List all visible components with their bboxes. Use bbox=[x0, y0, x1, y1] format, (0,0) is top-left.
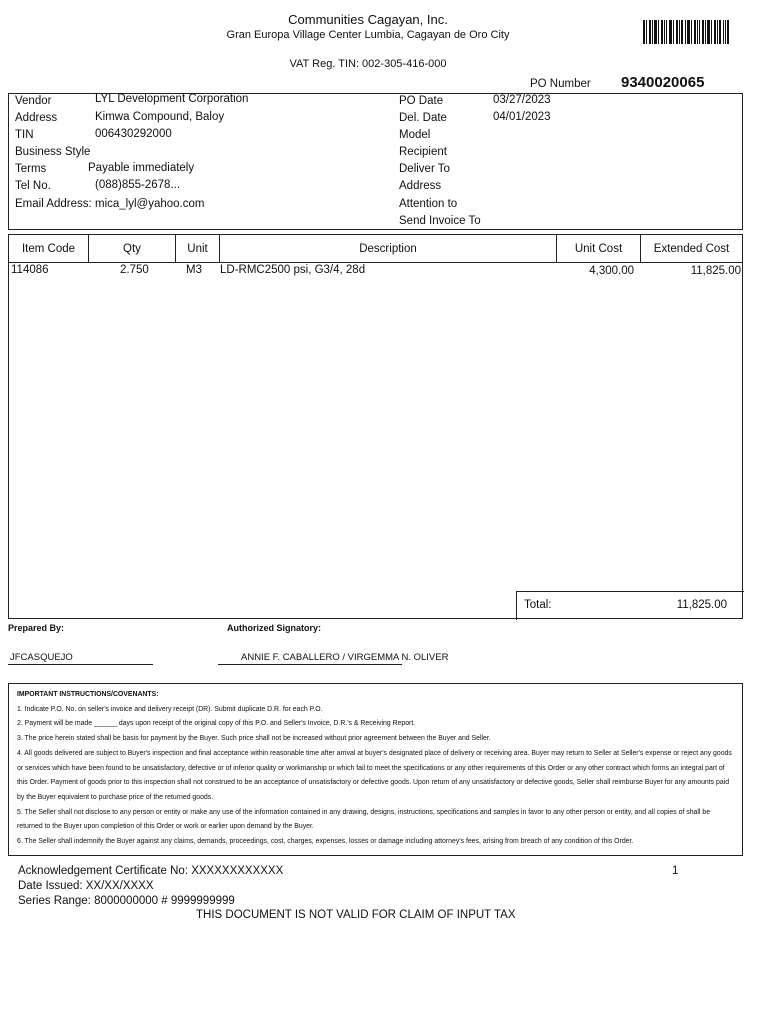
prepared-by-name: JFCASQUEJO bbox=[10, 652, 73, 663]
cell-extended-cost: 11,825.00 bbox=[690, 265, 741, 277]
prepared-by-line bbox=[8, 664, 153, 665]
authorized-signatory-label: Authorized Signatory: bbox=[227, 623, 321, 633]
instruction-item: 5. The Seller shall not disclose to any person or entity or make any use of the information contained in any drawing, designs, instructions, specifications and samples in favor to any other person or entity, and all copies of shall be returned to the Buyer upon completion of this Order or work or earlier upon demand by the Buyer. bbox=[17, 808, 711, 831]
instructions-title: IMPORTANT INSTRUCTIONS/COVENANTS: bbox=[17, 691, 159, 698]
del-date-value: 04/01/2023 bbox=[493, 111, 551, 123]
terms-label: Terms bbox=[15, 163, 47, 175]
instruction-item: 4. All goods delivered are subject to Buyer's inspection and final acceptance within reasonable time after arrival at buyer's designated place of delivery or receiving area. Buyer may return to Seller at Seller's expense or reject any goods or services which have been found to be unsatisfactory, defective or of inferior quality or workmanship or which fail to meet the specifications or any other requirements of this Order or any other contract which forms an integral part of this Order. Payment of goods prior to this inspection shall not construed to be an acceptance of unsatisfactory or defective goods. Upon return of any unsatisfactory or defective goods, Seller shall reimburse Buyer for any amounts paid by the Buyer equivalent to purchase price of the returned goods. bbox=[17, 749, 732, 801]
tin-value: 006430292000 bbox=[95, 128, 172, 140]
po-date-value: 03/27/2023 bbox=[493, 94, 551, 106]
col-header-unit-cost: Unit Cost bbox=[557, 235, 641, 263]
instruction-item: 1. Indicate P.O. No. on seller's invoice and delivery receipt (DR). Submit duplicate D.R. for each P.O. bbox=[17, 705, 323, 713]
series-range: Series Range: 8000000000 # 9999999999 bbox=[18, 895, 235, 907]
col-header-extended-cost: Extended Cost bbox=[641, 235, 742, 263]
cell-item-code: 114086 bbox=[11, 264, 49, 276]
instruction-item: 3. The price herein stated shall be basis for payment by the Buyer. Such price shall not be increased without prior agreement between the Buyer and Seller. bbox=[17, 735, 491, 743]
barcode-icon bbox=[643, 20, 729, 44]
deliver-to-label: Deliver To bbox=[399, 163, 450, 175]
company-name: Communities Cagayan, Inc. bbox=[288, 12, 448, 27]
instruction-item: 6. The Seller shall indemnify the Buyer against any claims, demands, proceedings, cost, charges, expenses, losses or damage including attorney's fees, arising from breach of any condition of this Order. bbox=[17, 838, 634, 846]
authorized-signatory-name: ANNIE F. CABALLERO / VIRGEMMA N. OLIVER bbox=[241, 652, 449, 663]
vendor-address-label: Address bbox=[15, 112, 58, 124]
date-issued: Date Issued: XX/XX/XXXX bbox=[18, 880, 154, 892]
vendor-info-box bbox=[8, 93, 743, 230]
vendor-label: Vendor bbox=[15, 95, 52, 107]
cell-qty: 2.750 bbox=[120, 264, 149, 276]
cell-unit-cost: 4,300.00 bbox=[589, 265, 634, 277]
po-date-label: PO Date bbox=[399, 95, 444, 107]
po-number-value: 9340020065 bbox=[621, 74, 705, 91]
send-invoice-to-label: Send Invoice To bbox=[399, 215, 481, 227]
total-box bbox=[516, 591, 744, 620]
cell-unit: M3 bbox=[186, 264, 202, 276]
tel-value: (088)855-2678... bbox=[95, 179, 181, 191]
total-label: Total: bbox=[524, 599, 552, 611]
col-header-item-code: Item Code bbox=[9, 235, 89, 263]
vendor-address-value: Kimwa Compound, Baloy bbox=[95, 111, 225, 123]
total-value: 11,825.00 bbox=[676, 599, 727, 611]
prepared-by-label: Prepared By: bbox=[8, 623, 65, 633]
tel-label: Tel No. bbox=[15, 180, 51, 192]
po-number-label: PO Number bbox=[530, 78, 591, 90]
attention-to-label: Attention to bbox=[399, 198, 458, 210]
vendor-value: LYL Development Corporation bbox=[95, 93, 249, 105]
vat-reg-tin: VAT Reg. TIN: 002-305-416-000 bbox=[289, 58, 447, 70]
input-tax-notice: THIS DOCUMENT IS NOT VALID FOR CLAIM OF INPUT TAX bbox=[196, 909, 516, 921]
recipient-label: Recipient bbox=[399, 146, 447, 158]
items-table bbox=[8, 234, 743, 619]
col-header-unit: Unit bbox=[176, 235, 220, 263]
delivery-address-label: Address bbox=[399, 180, 442, 192]
cell-description: LD-RMC2500 psi, G3/4, 28d bbox=[220, 264, 366, 276]
del-date-label: Del. Date bbox=[399, 112, 447, 124]
company-address: Gran Europa Village Center Lumbia, Cagayan de Oro City bbox=[226, 29, 510, 41]
business-style-label: Business Style bbox=[15, 146, 91, 158]
email-value: mica_lyl@yahoo.com bbox=[95, 198, 205, 210]
tin-label: TIN bbox=[15, 129, 34, 141]
terms-value: Payable immediately bbox=[88, 162, 195, 174]
model-label: Model bbox=[399, 129, 431, 141]
email-label: Email Address: bbox=[15, 198, 92, 210]
col-header-description: Description bbox=[220, 235, 557, 263]
instructions-box bbox=[8, 683, 743, 856]
instruction-item: 2. Payment will be made ______ days upon receipt of the original copy of this P.O. and Seller's Invoice, D.R.'s & Receiving Report. bbox=[17, 720, 416, 728]
acknowledgement-certificate: Acknowledgement Certificate No: XXXXXXXXXXXX bbox=[18, 865, 284, 877]
authorized-signatory-line bbox=[218, 664, 402, 665]
page-number: 1 bbox=[672, 865, 679, 877]
col-header-qty: Qty bbox=[89, 235, 176, 263]
